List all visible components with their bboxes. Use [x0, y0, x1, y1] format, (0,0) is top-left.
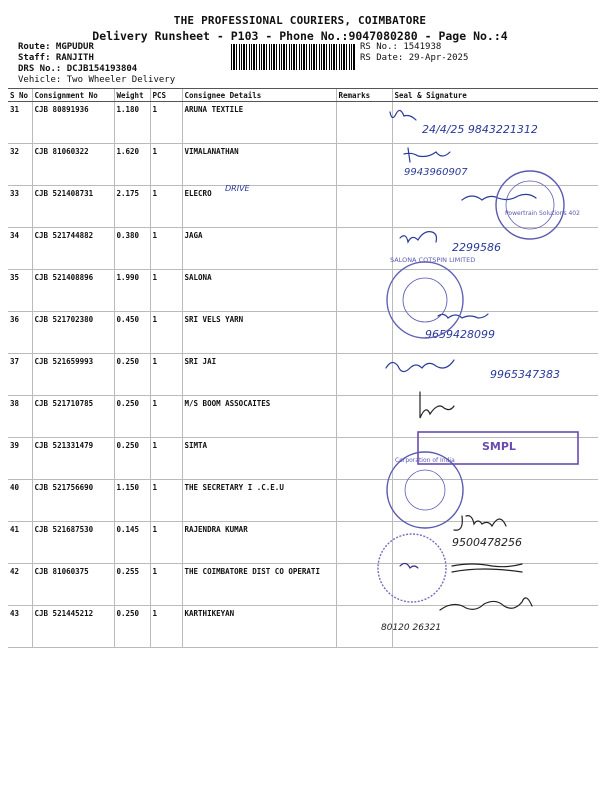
- cell-weight: 0.250: [114, 354, 150, 396]
- cell-sno: 40: [8, 480, 32, 522]
- cell-remarks: [336, 312, 392, 354]
- cell-weight: 0.250: [114, 438, 150, 480]
- cell-weight: 1.990: [114, 270, 150, 312]
- table-row: [8, 270, 598, 312]
- cell-signature: [392, 522, 598, 564]
- handwriting-43: 80120 26321: [381, 623, 442, 633]
- table-row: [8, 480, 598, 522]
- cell-remarks: [336, 396, 392, 438]
- stamp-smpl-text: SMPL: [482, 440, 516, 453]
- seal-powertrain-text: Powertrain Solutions 402: [505, 210, 580, 217]
- cell-weight: 1.620: [114, 144, 150, 186]
- table-row: [8, 102, 598, 144]
- cell-consignee: ARUNA TEXTILE: [182, 102, 336, 144]
- cell-consignment: CJB 521710785: [32, 396, 114, 438]
- cell-sno: 31: [8, 102, 32, 144]
- cell-weight: 2.175: [114, 186, 150, 228]
- cell-pcs: 1: [150, 186, 182, 228]
- cell-consignee: M/S BOOM ASSOCAITES: [182, 396, 336, 438]
- cell-consignee: SALONA: [182, 270, 336, 312]
- cell-remarks: [336, 144, 392, 186]
- barcode: [231, 44, 355, 70]
- cell-sno: 38: [8, 396, 32, 438]
- cell-signature: [392, 186, 598, 228]
- cell-consignee: RAJENDRA KUMAR: [182, 522, 336, 564]
- cell-sno: 35: [8, 270, 32, 312]
- cell-weight: 1.150: [114, 480, 150, 522]
- cell-consignee: THE COIMBATORE DIST CO OPERATI: [182, 564, 336, 606]
- cell-pcs: 1: [150, 606, 182, 648]
- cell-consignee: THE SECRETARY I .C.E.U: [182, 480, 336, 522]
- cell-sno: 33: [8, 186, 32, 228]
- cell-pcs: 1: [150, 228, 182, 270]
- cell-signature: [392, 606, 598, 648]
- header-consignment: Consignment No: [32, 89, 114, 102]
- cell-consignment: CJB 521687530: [32, 522, 114, 564]
- cell-consignee: KARTHIKEYAN: [182, 606, 336, 648]
- cell-sno: 36: [8, 312, 32, 354]
- cell-pcs: 1: [150, 438, 182, 480]
- cell-consignment: CJB 521702380: [32, 312, 114, 354]
- cell-signature: [392, 228, 598, 270]
- cell-sno: 32: [8, 144, 32, 186]
- cell-pcs: 1: [150, 564, 182, 606]
- cell-signature: [392, 270, 598, 312]
- header-seal-signature: Seal & Signature: [392, 89, 598, 102]
- cell-signature: [392, 102, 598, 144]
- vehicle: Vehicle: Two Wheeler Delivery: [18, 75, 176, 85]
- cell-remarks: [336, 438, 392, 480]
- cell-sno: 34: [8, 228, 32, 270]
- cell-consignment: CJB 521408731: [32, 186, 114, 228]
- cell-pcs: 1: [150, 522, 182, 564]
- seal-salona-text: SALONA COTSPIN LIMITED: [390, 256, 476, 264]
- cell-remarks: [336, 564, 392, 606]
- cell-weight: 0.250: [114, 396, 150, 438]
- cell-pcs: 1: [150, 270, 182, 312]
- cell-sno: 43: [8, 606, 32, 648]
- table-row: [8, 186, 598, 228]
- header-pcs: PCS: [150, 89, 182, 102]
- staff: Staff: RANJITH: [18, 53, 94, 63]
- table-row: [8, 564, 598, 606]
- cell-weight: 1.180: [114, 102, 150, 144]
- cell-consignment: CJB 521445212: [32, 606, 114, 648]
- table-row: [8, 438, 598, 480]
- cell-consignment: CJB 521756690: [32, 480, 114, 522]
- route: Route: MGPUDUR: [18, 42, 94, 52]
- cell-weight: 0.145: [114, 522, 150, 564]
- cell-consignment: CJB 81060322: [32, 144, 114, 186]
- header-remarks: Remarks: [336, 89, 392, 102]
- runsheet-table: [8, 88, 598, 648]
- handwriting-37: 9965347383: [490, 368, 560, 381]
- cell-consignment: CJB 80891936: [32, 102, 114, 144]
- cell-signature: [392, 438, 598, 480]
- header-consignee: Consignee Details: [182, 89, 336, 102]
- cell-consignee: VIMALANATHAN: [182, 144, 336, 186]
- cell-signature: [392, 564, 598, 606]
- cell-weight: 0.255: [114, 564, 150, 606]
- table-row: [8, 312, 598, 354]
- cell-signature: [392, 312, 598, 354]
- cell-signature: [392, 480, 598, 522]
- table-row: [8, 606, 598, 648]
- header-weight: Weight: [114, 89, 150, 102]
- cell-remarks: [336, 354, 392, 396]
- table-row: [8, 228, 598, 270]
- cell-remarks: [336, 102, 392, 144]
- handwriting-31: 24/4/25 9843221312: [422, 123, 538, 136]
- runsheet-subtitle: Delivery Runsheet - P103 - Phone No.:9047080280 - Page No.:4: [92, 29, 508, 43]
- table-row: [8, 354, 598, 396]
- rs-no: RS No.: 1541938: [360, 42, 442, 52]
- cell-remarks: [336, 228, 392, 270]
- cell-weight: 0.380: [114, 228, 150, 270]
- cell-pcs: 1: [150, 480, 182, 522]
- cell-consignment: CJB 521331479: [32, 438, 114, 480]
- cell-consignment: CJB 521408896: [32, 270, 114, 312]
- handwriting-36: 9659428099: [425, 328, 495, 341]
- table-row: [8, 144, 598, 186]
- handwriting-33: DRIVE: [225, 184, 250, 193]
- cell-consignment: CJB 81060375: [32, 564, 114, 606]
- cell-remarks: [336, 270, 392, 312]
- cell-pcs: 1: [150, 102, 182, 144]
- cell-consignee: SRI JAI: [182, 354, 336, 396]
- cell-remarks: [336, 606, 392, 648]
- seal-corporation-text: Corporation of India: [395, 457, 455, 464]
- cell-remarks: [336, 186, 392, 228]
- cell-sno: 42: [8, 564, 32, 606]
- drs-no: DRS No.: DCJB154193804: [18, 64, 138, 74]
- cell-signature: [392, 396, 598, 438]
- handwriting-32: 9943960907: [404, 167, 468, 178]
- cell-consignment: CJB 521744882: [32, 228, 114, 270]
- cell-remarks: [336, 522, 392, 564]
- cell-signature: [392, 144, 598, 186]
- cell-consignment: CJB 521659993: [32, 354, 114, 396]
- cell-pcs: 1: [150, 312, 182, 354]
- cell-weight: 0.450: [114, 312, 150, 354]
- cell-weight: 0.250: [114, 606, 150, 648]
- table-row: [8, 396, 598, 438]
- header-sno: S No: [8, 89, 32, 102]
- cell-pcs: 1: [150, 144, 182, 186]
- table-header-row: [8, 89, 598, 102]
- cell-sno: 37: [8, 354, 32, 396]
- cell-sno: 41: [8, 522, 32, 564]
- handwriting-34: 2299586: [452, 241, 501, 254]
- company-title: THE PROFESSIONAL COURIERS, COIMBATORE: [173, 14, 427, 27]
- cell-sno: 39: [8, 438, 32, 480]
- cell-pcs: 1: [150, 354, 182, 396]
- cell-signature: [392, 354, 598, 396]
- rs-date: RS Date: 29-Apr-2025: [360, 53, 469, 63]
- handwriting-41: 9500478256: [452, 536, 522, 549]
- cell-pcs: 1: [150, 396, 182, 438]
- cell-consignee: ELECRO: [182, 186, 336, 228]
- cell-consignee: SRI VELS YARN: [182, 312, 336, 354]
- cell-consignee: SIMTA: [182, 438, 336, 480]
- cell-consignee: JAGA: [182, 228, 336, 270]
- table-row: [8, 522, 598, 564]
- cell-remarks: [336, 480, 392, 522]
